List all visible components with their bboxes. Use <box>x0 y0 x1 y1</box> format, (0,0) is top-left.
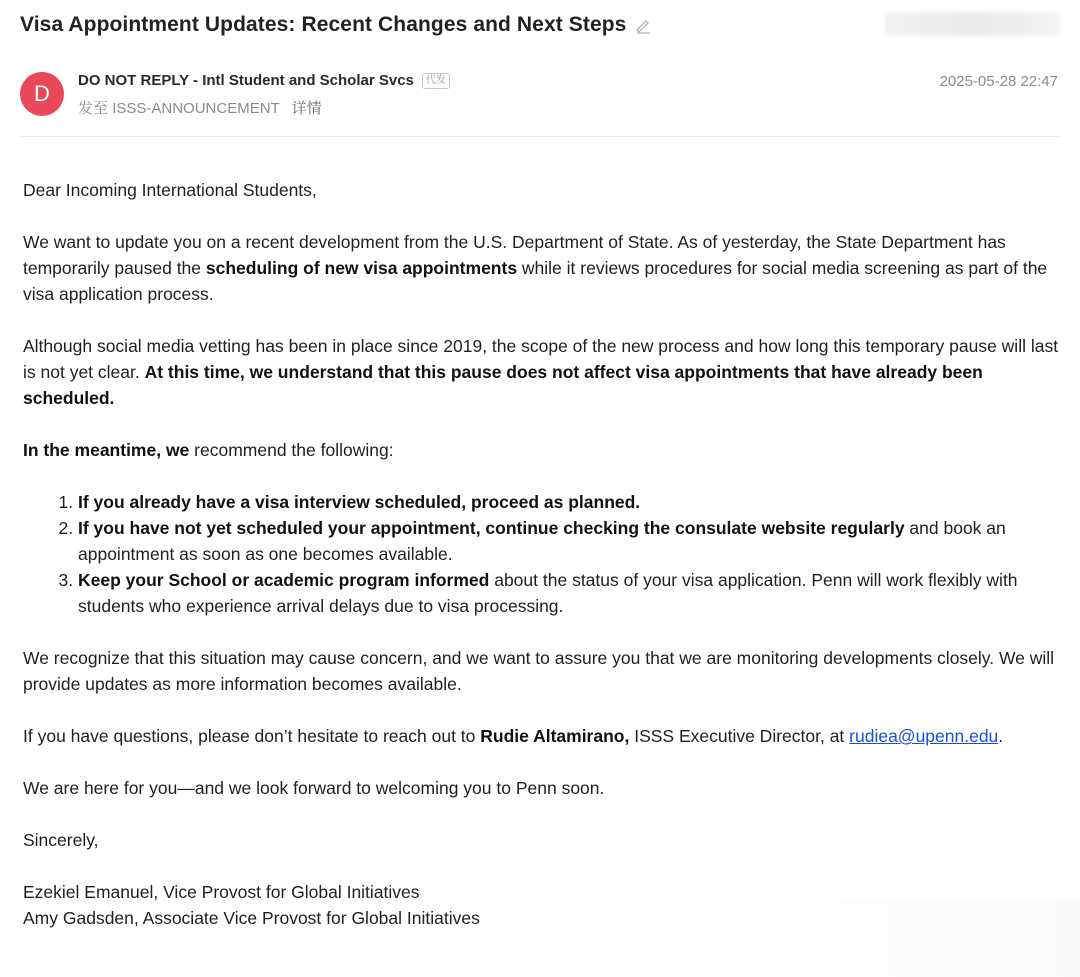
signature-2: Amy Gadsden, Associate Vice Provost for Global Initiatives <box>23 908 480 928</box>
paragraph-5: If you have questions, please don’t hesitate to reach out to Rudie Altamirano, ISSS Executive Director, at rudiea@upenn.edu. <box>23 726 1004 746</box>
sender-name[interactable] <box>78 72 450 89</box>
paragraph-4: We recognize that this situation may cause concern, and we want to assure you that we are monitoring developments closely. We will provide updates as more information becomes available. <box>23 648 1055 694</box>
list-item: 3. Keep your School or academic program informed about the status of your visa application. Penn will work flexibly with students who experience arrival delays due to visa processing. <box>78 567 1063 619</box>
paragraph-2: Although social media vetting has been in place since 2019, the scope of the new process and how long this temporary pause will last is not yet clear. At this time, we understand that this pause does not affect visa appointments that have already been scheduled. <box>23 336 1059 408</box>
blur-overlay <box>700 900 1080 977</box>
to-prefix: 发至 <box>78 100 109 117</box>
email-link[interactable]: rudiea@upenn.edu <box>849 726 999 746</box>
email-subject: Visa Appointment Updates: Recent Changes and Next Steps <box>20 13 627 36</box>
closing: Sincerely, <box>23 830 99 850</box>
list-item: 2. If you have not yet scheduled your appointment, continue checking the consulate website regularly and book an appointment as soon as one becomes available. <box>78 515 1063 567</box>
sender-header <box>20 70 1060 130</box>
timestamp: 2025-05-28 22:47 <box>939 73 1058 90</box>
paragraph-1: We want to update you on a recent development from the U.S. Department of State. As of yesterday, the State Department has temporarily paused the scheduling of new visa appointments while it reviews procedures for social media screening as part of the visa application process. <box>23 232 1048 304</box>
proxy-badge: 代发 <box>422 73 450 89</box>
recipient[interactable]: ISSS-ANNOUNCEMENT <box>112 100 280 117</box>
email-body <box>23 177 1063 931</box>
signature-1: Ezekiel Emanuel, Vice Provost for Global Initiatives <box>23 882 420 902</box>
paragraph-3: In the meantime, we recommend the following: <box>23 440 394 460</box>
paragraph-6: We are here for you—and we look forward to welcoming you to Penn soon. <box>23 778 605 798</box>
list-item: 1. If you already have a visa interview scheduled, proceed as planned. <box>78 489 1063 515</box>
avatar[interactable]: D <box>20 72 64 116</box>
header-divider <box>20 136 1060 137</box>
greeting: Dear Incoming International Students, <box>23 180 317 200</box>
recommendation-list <box>23 489 1063 619</box>
recipient-line <box>78 97 322 118</box>
sender-name-text[interactable]: DO NOT REPLY - Intl Student and Scholar Svcs <box>78 72 414 89</box>
pencil-icon[interactable] <box>634 16 652 34</box>
redacted-area <box>885 12 1060 36</box>
details-link[interactable]: 详情 <box>291 100 322 117</box>
